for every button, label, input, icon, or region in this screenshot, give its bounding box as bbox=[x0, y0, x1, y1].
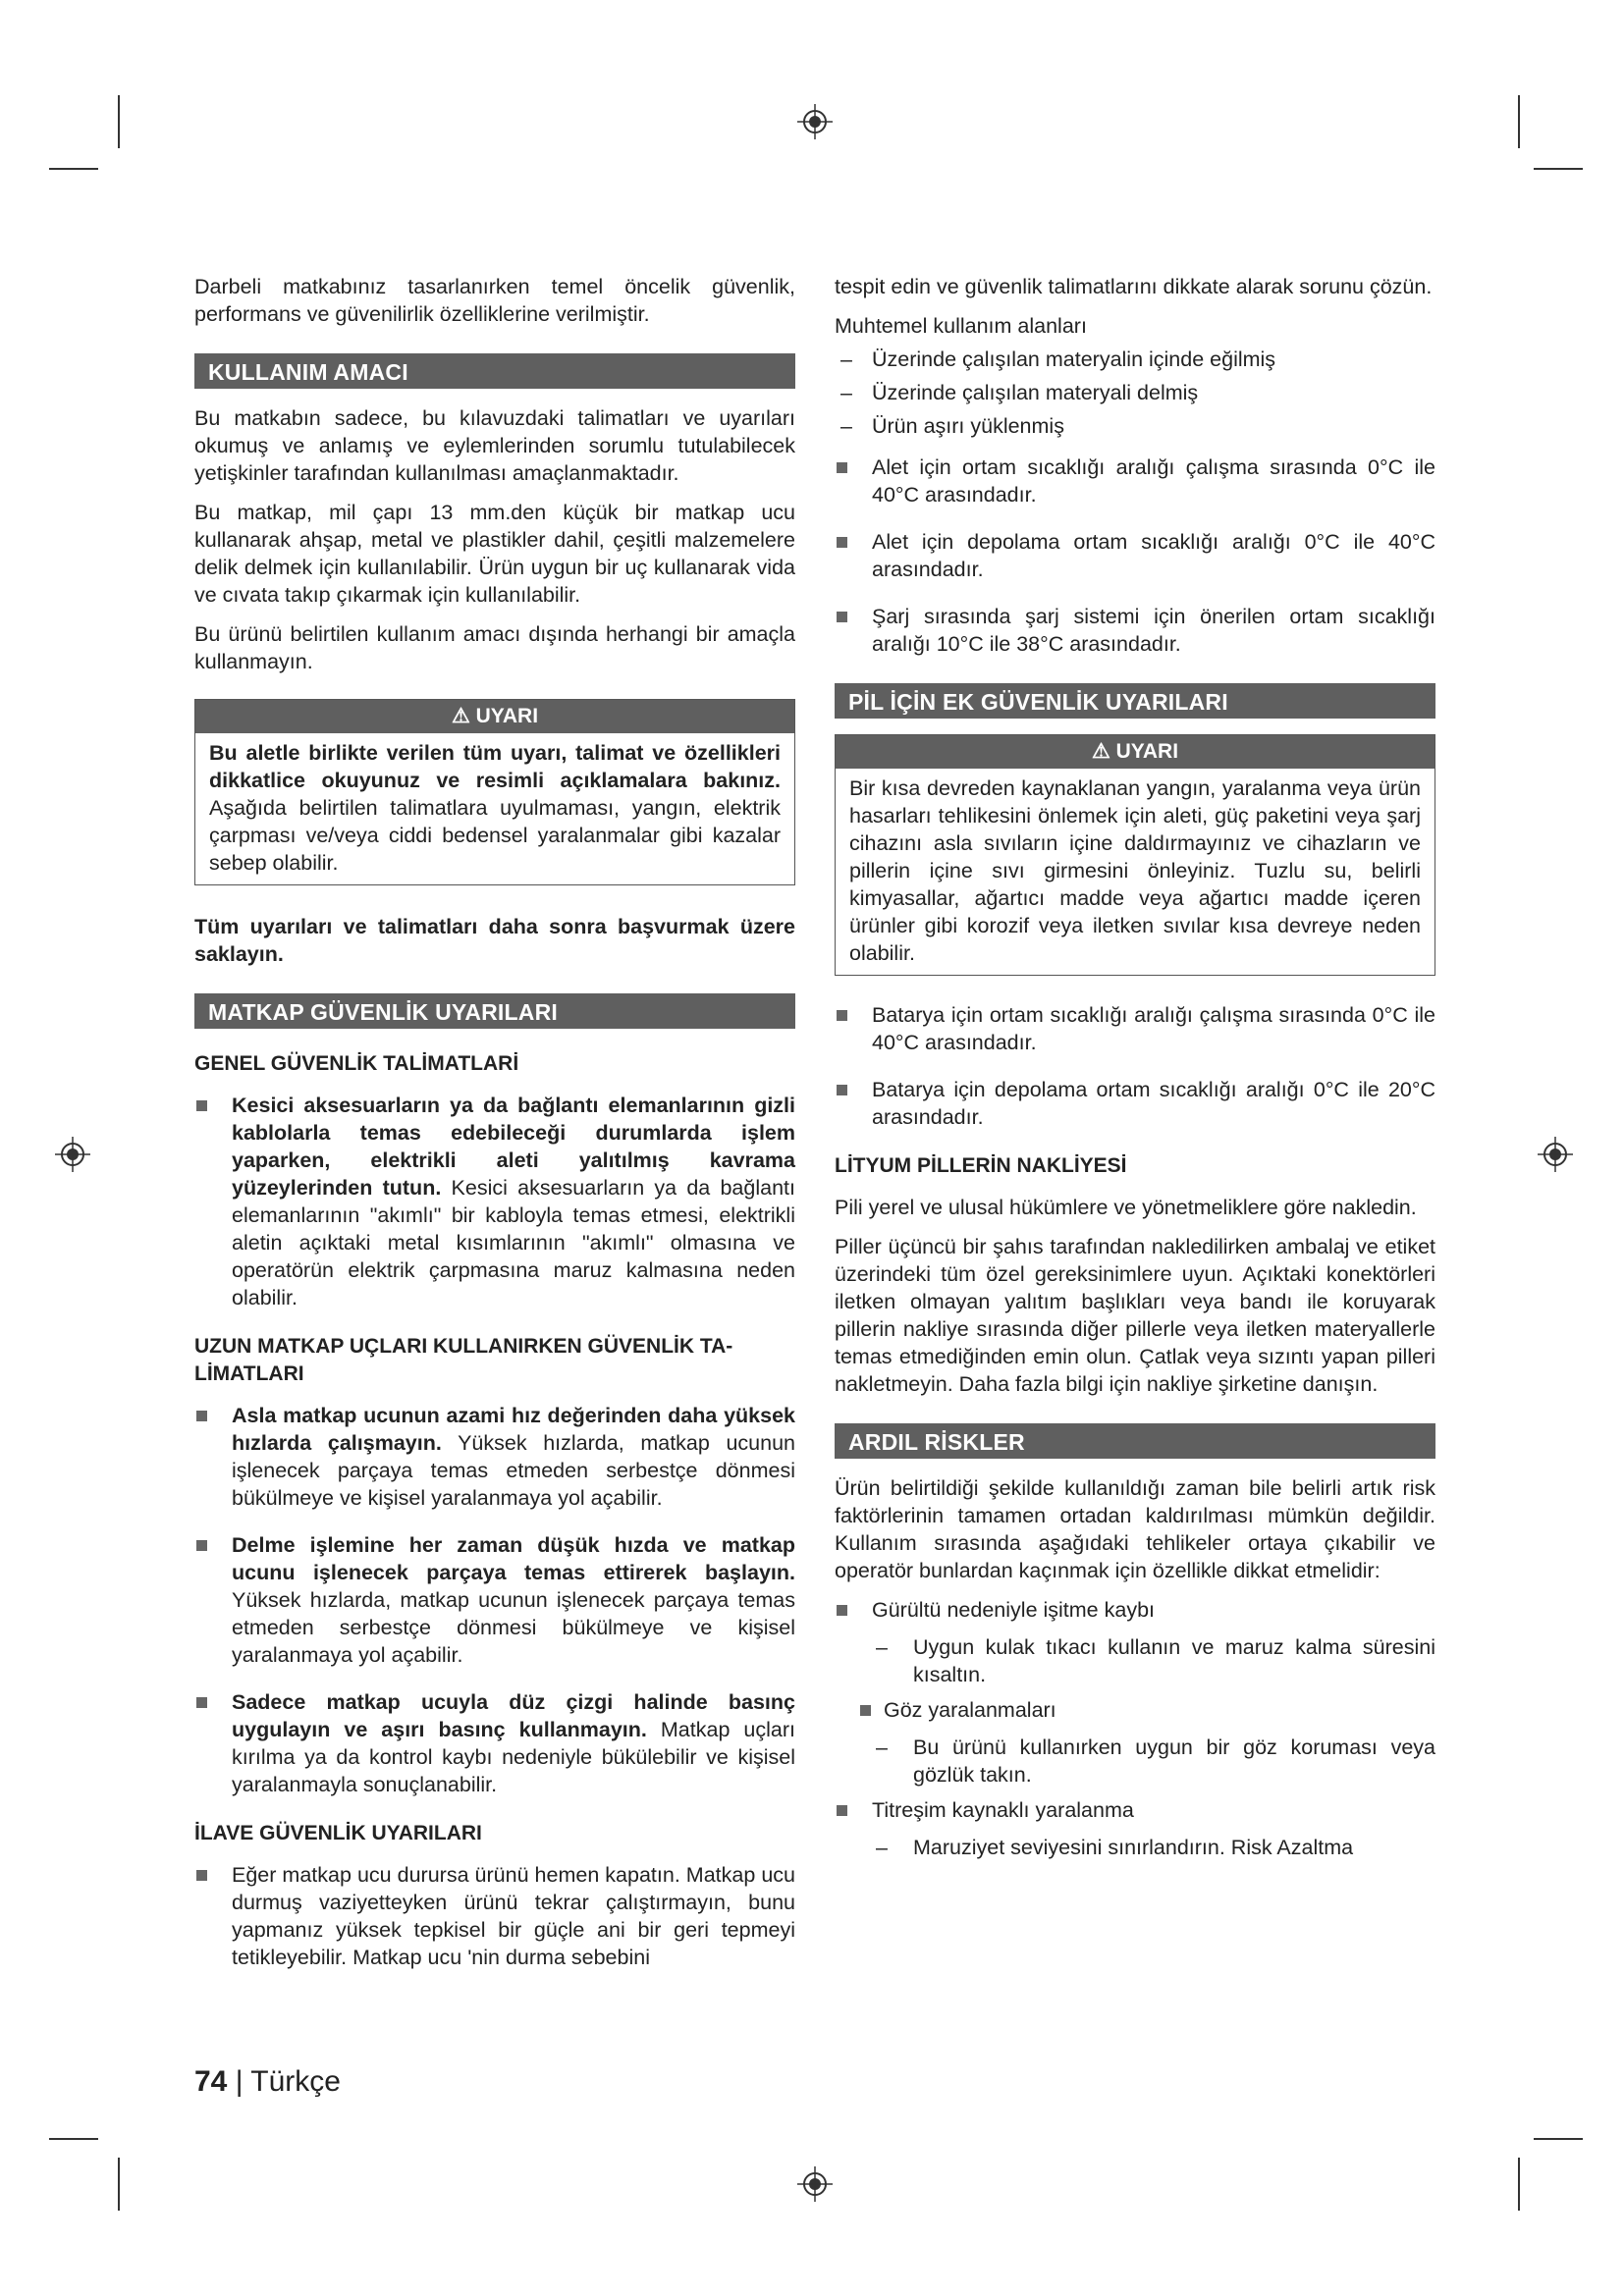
body-text: Titreşim kaynaklı yaralanma bbox=[872, 1798, 1134, 1822]
list-item bbox=[194, 1688, 795, 1798]
footer-separator: | bbox=[227, 2065, 251, 2098]
warning-title: UYARI bbox=[1115, 740, 1179, 763]
right-column bbox=[835, 273, 1435, 1869]
paragraph: Muhtemel kullanım alanları bbox=[835, 314, 1087, 338]
body-text: Üzerinde çalışılan materyalin içinde eğilmiş bbox=[872, 347, 1276, 371]
dash-bullet: – bbox=[840, 414, 852, 438]
square-bullet-icon bbox=[837, 1805, 847, 1816]
bold-text: Sadece matkap ucuyla düz çizgi halinde basınç uygulayın ve aşırı basınç kullanmayın. bbox=[232, 1690, 795, 1741]
crop-mark bbox=[1518, 95, 1520, 148]
crop-mark bbox=[1518, 2158, 1520, 2211]
warning-triangle-icon: ⚠ bbox=[1091, 740, 1110, 763]
warning-title: UYARI bbox=[475, 705, 539, 727]
paragraph: Pili yerel ve ulusal hükümlere ve yönetmeliklere göre nakledin. bbox=[835, 1196, 1417, 1219]
body-text: Maruziyet seviyesini sınırlandırın. Risk Azaltma bbox=[913, 1836, 1354, 1859]
list-item bbox=[194, 1861, 795, 1971]
square-bullet-icon bbox=[837, 1010, 847, 1021]
warning-body bbox=[195, 733, 794, 884]
body-text: Yüksek hızlarda, matkap ucunun işlenecek parçaya temas etmeden serbestçe dönmesi bükülmeye ve kişisel yaralanmaya yol açabilir. bbox=[232, 1588, 795, 1667]
crop-mark bbox=[1534, 168, 1583, 170]
footer-language: Türkçe bbox=[250, 2065, 341, 2098]
dash-item bbox=[835, 1734, 1435, 1789]
crop-mark bbox=[1534, 2138, 1583, 2140]
registration-mark-icon bbox=[1538, 1137, 1573, 1172]
warning-text: Aşağıda belirtilen talimatlara uyulmaması, yangın, elektrik çarpması ve/veya ciddi bedensel yaralanmalar gibi kazalar sebep olabilir. bbox=[209, 796, 781, 875]
square-bullet-icon bbox=[860, 1705, 871, 1716]
square-bullet-icon bbox=[837, 537, 847, 548]
square-bullet-icon bbox=[837, 462, 847, 473]
registration-mark-icon bbox=[797, 2166, 833, 2202]
crop-mark bbox=[118, 2158, 120, 2211]
square-bullet-icon bbox=[837, 1085, 847, 1095]
paragraph: Bu ürünü belirtilen kullanım amacı dışında herhangi bir amaçla kullanmayın. bbox=[194, 622, 795, 673]
body-text: Göz yaralanmaları bbox=[884, 1698, 1056, 1722]
list-item bbox=[194, 1092, 795, 1311]
bold-text: Kesici aksesuarların ya da bağlantı elemanlarının gizli kablolarla temas edebileceği durumlarda işlem yaparken, elektrikli aleti yalıtılmış kavrama yüzeylerinden tutun. bbox=[232, 1094, 795, 1200]
list-item bbox=[194, 1531, 795, 1669]
body-text: Matkap uçları kırılma ya da kontrol kaybı nedeniyle bükülebilir ve kişisel yaralanmayla sonuçlanabilir. bbox=[232, 1718, 795, 1796]
registration-mark-icon bbox=[55, 1137, 90, 1172]
warning-box bbox=[835, 734, 1435, 976]
crop-mark bbox=[118, 95, 120, 148]
body-text: Yüksek hızlarda, matkap ucunun işlenecek parçaya temas etmeden serbestçe dönmesi bükülmeye ve kişisel yaralanmaya yol açabilir. bbox=[232, 1431, 796, 1510]
section-heading: KULLANIM AMACI bbox=[194, 353, 795, 389]
square-bullet-icon bbox=[196, 1870, 207, 1881]
list-item bbox=[835, 1076, 1435, 1131]
square-bullet-icon bbox=[196, 1411, 207, 1421]
dash-item bbox=[835, 1633, 1435, 1688]
subheading: UZUN MATKAP UÇLARI KULLANIRKEN GÜVENLİK TA-LİMATLARI bbox=[194, 1335, 733, 1385]
warning-body: Bir kısa devreden kaynaklanan yangın, yaralanma veya ürün hasarları tehlikesini önlemek için aleti, güç paketini veya şarj cihazını asla sıvıların içine daldırmayınız ve cihazların ve pillerin içine sıvı girmesini önleyiniz. Tuzlu su, belirli kimyasallar, ağartıcı madde veya ağartıcı madde içeren ürünler gibi korozif veya iletken sıvılar kısa devreye neden olabilir. bbox=[849, 776, 1421, 965]
page-number: 74 bbox=[194, 2065, 228, 2098]
dash-item bbox=[835, 1834, 1435, 1861]
warning-box bbox=[194, 699, 795, 885]
body-text: Şarj sırasında şarj sistemi için önerilen ortam sıcaklığı aralığı 10°C ile 38°C arasındadır. bbox=[872, 605, 1435, 656]
warning-bold-text: Bu aletle birlikte verilen tüm uyarı, talimat ve özellikleri dikkatlice okuyunuz ve resimli açıklamalara bakınız. bbox=[209, 741, 781, 792]
warning-header bbox=[836, 735, 1435, 769]
body-text: Ürün aşırı yüklenmiş bbox=[872, 414, 1064, 438]
list-item bbox=[835, 603, 1435, 658]
crop-mark bbox=[49, 168, 98, 170]
list-item bbox=[835, 1796, 1435, 1824]
intro-text: Darbeli matkabınız tasarlanırken temel öncelik güvenlik, performans ve güvenilirlik özelliklerine verilmiştir. bbox=[194, 275, 795, 326]
body-text: Alet için depolama ortam sıcaklığı aralığı 0°C ile 40°C arasındadır. bbox=[872, 530, 1435, 581]
body-text: Kesici aksesuarların ya da bağlantı elemanlarının "akımlı" bir kabloyla temas etmesi, elektrikli aletin açıktaki metal kısımlarının "akımlı" olmasına ve operatörün elektrik çarpmasına maruz kalmasına neden olabilir. bbox=[232, 1176, 795, 1309]
bold-text: Delme işlemine her zaman düşük hızda ve matkap ucunu işlenecek parçaya temas ettirerek başlayın. bbox=[232, 1533, 795, 1584]
body-text: Batarya için ortam sıcaklığı aralığı çalışma sırasında 0°C ile 40°C arasındadır. bbox=[872, 1003, 1435, 1054]
crop-mark bbox=[49, 2138, 98, 2140]
dash-item bbox=[835, 346, 1435, 373]
bold-text: Asla matkap ucunun azami hız değerinden daha yüksek hızlarda çalışmayın. bbox=[232, 1404, 795, 1455]
dash-bullet: – bbox=[840, 381, 852, 404]
page-footer bbox=[194, 2065, 341, 2099]
warning-header bbox=[195, 700, 794, 733]
dash-item bbox=[835, 379, 1435, 406]
list-item bbox=[835, 454, 1435, 508]
square-bullet-icon bbox=[196, 1540, 207, 1551]
body-text: Uygun kulak tıkacı kullanın ve maruz kalma süresini kısaltın. bbox=[913, 1635, 1435, 1686]
square-bullet-icon bbox=[196, 1100, 207, 1111]
paragraph: Piller üçüncü bir şahıs tarafından nakledilirken ambalaj ve etiket üzerindeki tüm özel gereksinimlere uyun. Açıktaki konektörleri iletken olmayan yalıtım başlıkları veya bandı ile koruyarak pillerin nakliye sırasında diğer pillerle veya iletken materyallerle temas etmediğinden emin olun. Çatlak veya sızıntı yapan pilleri nakletmeyin. Daha fazla bilgi için nakliye şirketine danışın. bbox=[835, 1235, 1435, 1396]
list-item bbox=[194, 1402, 795, 1512]
list-item bbox=[835, 1596, 1435, 1624]
body-text: Üzerinde çalışılan materyali delmiş bbox=[872, 381, 1199, 404]
dash-bullet: – bbox=[876, 1836, 888, 1859]
dash-bullet: – bbox=[840, 347, 852, 371]
square-bullet-icon bbox=[196, 1697, 207, 1708]
paragraph: Bu matkap, mil çapı 13 mm.den küçük bir matkap ucu kullanarak ahşap, metal ve plastikler dahil, çeşitli malzemelere delik delmek için kullanılabilir. Ürün uygun bir uç kullanarak vida ve cıvata takıp çıkarmak için kullanılabilir. bbox=[194, 501, 795, 607]
dash-bullet: – bbox=[876, 1635, 888, 1659]
section-heading: PİL İÇİN EK GÜVENLİK UYARILARI bbox=[835, 683, 1435, 719]
paragraph: Ürün belirtildiği şekilde kullanıldığı zaman bile belirli artık risk faktörlerinin tamamen ortadan kaldırılması mümkün değildir. Kullanım sırasında aşağıdaki tehlikeler ortaya çıkabilir ve operatör bunlardan kaçınmak için özellikle dikkat etmelidir: bbox=[835, 1476, 1435, 1582]
list-item bbox=[835, 1001, 1435, 1056]
list-item bbox=[835, 528, 1435, 583]
section-heading: ARDIL RİSKLER bbox=[835, 1423, 1435, 1459]
subheading: LİTYUM PİLLERİN NAKLİYESİ bbox=[835, 1154, 1127, 1177]
body-text: Bu ürünü kullanırken uygun bir göz koruması veya gözlük takın. bbox=[913, 1735, 1435, 1787]
subheading: İLAVE GÜVENLİK UYARILARI bbox=[194, 1822, 482, 1844]
list-item bbox=[835, 1696, 1435, 1724]
body-text: Eğer matkap ucu durursa ürünü hemen kapatın. Matkap ucu durmuş vaziyetteyken ürünü tekrar çalıştırmayın, bunu yapmanız yüksek tepkisel bir güçle ani bir geri tepmeyi tetikleyebilir. Matkap ucu 'nin durma sebebini bbox=[232, 1863, 795, 1969]
square-bullet-icon bbox=[837, 1605, 847, 1616]
square-bullet-icon bbox=[837, 612, 847, 622]
paragraph: Bu matkabın sadece, bu kılavuzdaki talimatları ve uyarıları okumuş ve anlamış ve eylemlerinden sorumlu tutulabilecek yetişkinler tarafından kullanılması amaçlanmaktadır. bbox=[194, 406, 795, 485]
body-text: Gürültü nedeniyle işitme kaybı bbox=[872, 1598, 1156, 1622]
dash-item bbox=[835, 412, 1435, 440]
dash-bullet: – bbox=[876, 1735, 888, 1759]
section-heading: MATKAP GÜVENLİK UYARILARI bbox=[194, 993, 795, 1029]
paragraph: tespit edin ve güvenlik talimatlarını dikkate alarak sorunu çözün. bbox=[835, 275, 1433, 298]
body-text: Alet için ortam sıcaklığı aralığı çalışma sırasında 0°C ile 40°C arasındadır. bbox=[872, 455, 1435, 507]
warning-triangle-icon: ⚠ bbox=[451, 705, 470, 727]
keep-instructions: Tüm uyarıları ve talimatları daha sonra başvurmak üzere saklayın. bbox=[194, 915, 795, 966]
registration-mark-icon bbox=[797, 104, 833, 139]
subheading: GENEL GÜVENLİK TALİMATLARİ bbox=[194, 1052, 519, 1075]
body-text: Batarya için depolama ortam sıcaklığı aralığı 0°C ile 20°C arasındadır. bbox=[872, 1078, 1435, 1129]
left-column bbox=[194, 273, 795, 1985]
